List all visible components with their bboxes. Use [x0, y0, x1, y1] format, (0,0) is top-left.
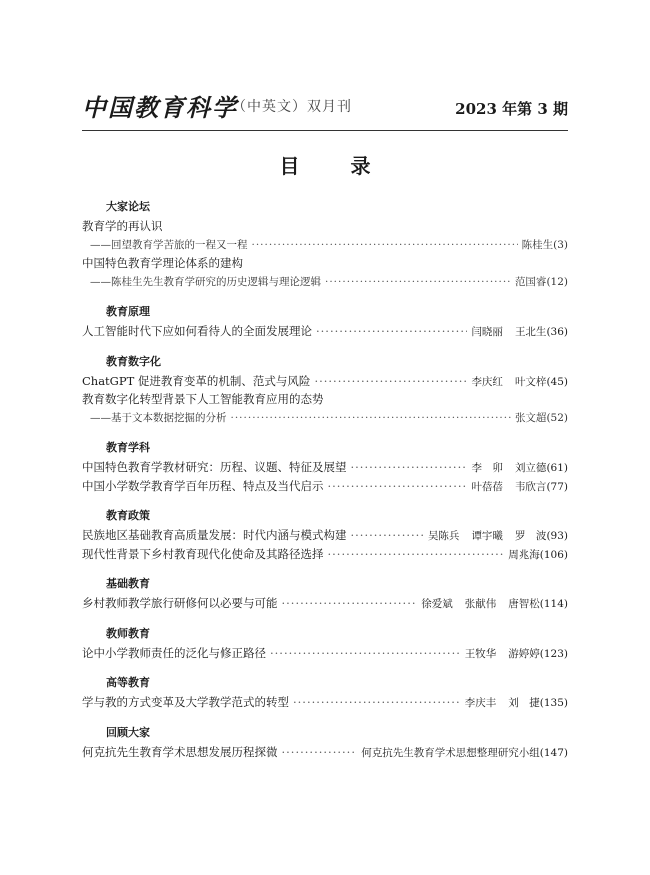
article-authors	[515, 274, 547, 289]
dot-leader	[351, 528, 424, 542]
article-authors	[508, 547, 540, 562]
article-title: 教育学的再认识	[82, 219, 163, 233]
article-title: ChatGPT 促进教育变革的机制、范式与风险	[82, 373, 311, 388]
author-name: 吴陈兵	[427, 530, 460, 542]
toc-subtitle-row[interactable]	[82, 237, 568, 256]
toc-entry[interactable]	[82, 373, 568, 392]
toc-entry[interactable]	[82, 323, 568, 342]
page-number: (45)	[546, 375, 568, 388]
page-number: (52)	[546, 411, 568, 424]
page-number: (147)	[539, 746, 568, 759]
author-name: 李庆丰	[464, 697, 497, 709]
author-name: 徐爱斌	[421, 598, 453, 610]
section-heading: 大家论坛	[106, 200, 150, 213]
toc-entry[interactable]	[82, 546, 568, 565]
toc-section	[82, 304, 568, 342]
author-name: 李庆红	[471, 375, 503, 388]
article-authors	[471, 479, 546, 494]
section-heading: 教育数字化	[106, 354, 161, 368]
dot-leader	[325, 276, 511, 288]
article-authors	[465, 646, 540, 661]
author-name: 刘立德	[514, 462, 547, 474]
article-title: 教育数字化转型背景下人工智能教育应用的态势	[82, 392, 324, 406]
dot-leader	[270, 646, 461, 660]
page-number: (114)	[539, 598, 568, 610]
author-name: 李 卯	[471, 462, 503, 474]
article-title: 中国小学数学教育学百年历程、特点及当代启示	[82, 478, 324, 493]
toc-section	[82, 508, 568, 564]
toc-section	[82, 354, 568, 429]
toc-entry[interactable]	[82, 218, 568, 237]
article-title: 论中小学教师责任的泛化与修正路径	[82, 645, 266, 660]
article-authors	[522, 237, 554, 252]
toc-section	[82, 675, 568, 713]
section-heading: 回顾大家	[106, 725, 150, 739]
toc-entry[interactable]	[82, 595, 568, 614]
toc-entry[interactable]	[82, 459, 568, 478]
section-heading: 教育学科	[106, 441, 150, 454]
toc-title: 目 录	[279, 154, 393, 178]
page-number: (93)	[546, 530, 568, 542]
dot-leader	[328, 479, 468, 493]
author-name: 罗 波	[514, 530, 547, 542]
section-heading: 教育原理	[106, 305, 150, 318]
article-authors	[471, 324, 546, 339]
toc-section	[82, 576, 568, 614]
toc-section	[82, 725, 568, 763]
article-authors	[421, 596, 540, 611]
article-subtitle: ——回望教育学苦旅的一程又一程	[90, 238, 248, 251]
journal-subtitle: （中英文）双月刊	[232, 99, 352, 115]
dot-leader	[316, 324, 467, 338]
author-name: 张文超	[514, 411, 547, 424]
page-number: (135)	[539, 697, 568, 709]
dot-leader	[351, 460, 468, 474]
article-subtitle: ——陈桂生先生教育学研究的历史逻辑与理论逻辑	[90, 275, 321, 288]
author-name: 闫晓丽	[471, 326, 503, 338]
article-authors	[361, 745, 540, 760]
author-name: 游婷婷	[508, 647, 540, 660]
article-authors	[428, 528, 547, 543]
dot-leader	[252, 239, 518, 251]
page-number: (12)	[546, 275, 568, 288]
dot-leader	[293, 695, 461, 709]
article-authors	[515, 410, 547, 425]
author-name: 谭宇曦	[471, 530, 503, 542]
author-name: 王北生	[514, 326, 547, 338]
section-heading: 教师教育	[106, 626, 150, 640]
article-title: 何克抗先生教育学术思想发展历程探微	[82, 744, 278, 759]
author-name: 唐智松	[508, 598, 540, 610]
toc-entry[interactable]	[82, 391, 568, 410]
dot-leader	[282, 596, 418, 610]
toc-subtitle-row[interactable]	[82, 410, 568, 429]
page-number: (106)	[539, 548, 568, 561]
toc-section	[82, 440, 568, 496]
author-name: 何克抗先生教育学术思想整理研究小组	[361, 746, 540, 759]
dot-leader	[314, 374, 467, 388]
article-title: 民族地区基础教育高质量发展：时代内涵与模式构建	[82, 528, 347, 542]
article-title: 人工智能时代下应如何看待人的全面发展理论	[82, 324, 312, 338]
article-authors	[471, 460, 546, 475]
page-number: (36)	[546, 326, 568, 338]
section-heading: 高等教育	[106, 676, 150, 689]
section-heading: 教育政策	[106, 509, 150, 522]
article-authors	[471, 374, 546, 389]
page-number: (123)	[539, 647, 568, 660]
dot-leader	[282, 745, 358, 759]
author-name: 刘 捷	[508, 697, 540, 709]
toc-entry[interactable]	[82, 478, 568, 497]
author-name: 陈桂生	[521, 238, 554, 251]
toc-section	[82, 199, 568, 292]
article-title: 学与教的方式变革及大学教学范式的转型	[82, 695, 289, 709]
dot-leader	[328, 547, 505, 561]
article-title: 中国特色教育学教材研究：历程、议题、特征及展望	[82, 460, 347, 474]
article-authors	[465, 695, 540, 710]
toc-entry[interactable]	[82, 255, 568, 274]
author-name: 王牧华	[464, 647, 497, 660]
article-title: 中国特色教育学理论体系的建构	[82, 256, 243, 270]
section-heading: 基础教育	[106, 577, 150, 590]
dot-leader	[231, 412, 511, 424]
author-name: 范国睿	[514, 275, 547, 288]
article-title: 乡村教师教学旅行研修何以必要与可能	[82, 596, 278, 610]
toc-section	[82, 626, 568, 664]
journal-header	[82, 86, 568, 131]
article-subtitle: ——基于文本数据挖掘的分析	[90, 411, 227, 424]
author-name: 周兆海	[508, 548, 540, 561]
page-number: (61)	[546, 462, 568, 474]
issue-number: 2023 年第 3 期	[455, 100, 568, 118]
page-number: (77)	[546, 480, 568, 493]
journal-name: 中国教育科学	[82, 93, 238, 122]
toc-entry[interactable]	[82, 645, 568, 664]
article-title: 现代性背景下乡村教育现代化使命及其路径选择	[82, 546, 324, 561]
author-name: 叶文梓	[514, 375, 547, 388]
author-name: 张献伟	[464, 598, 497, 610]
page-number: (3)	[553, 238, 568, 251]
toc-subtitle-row[interactable]	[82, 274, 568, 293]
toc-entry[interactable]	[82, 694, 568, 713]
author-name: 韦欣言	[514, 480, 547, 493]
toc-entry[interactable]	[82, 744, 568, 763]
toc-entry[interactable]	[82, 527, 568, 546]
table-of-contents	[82, 199, 568, 774]
author-name: 叶蓓蓓	[471, 480, 503, 493]
